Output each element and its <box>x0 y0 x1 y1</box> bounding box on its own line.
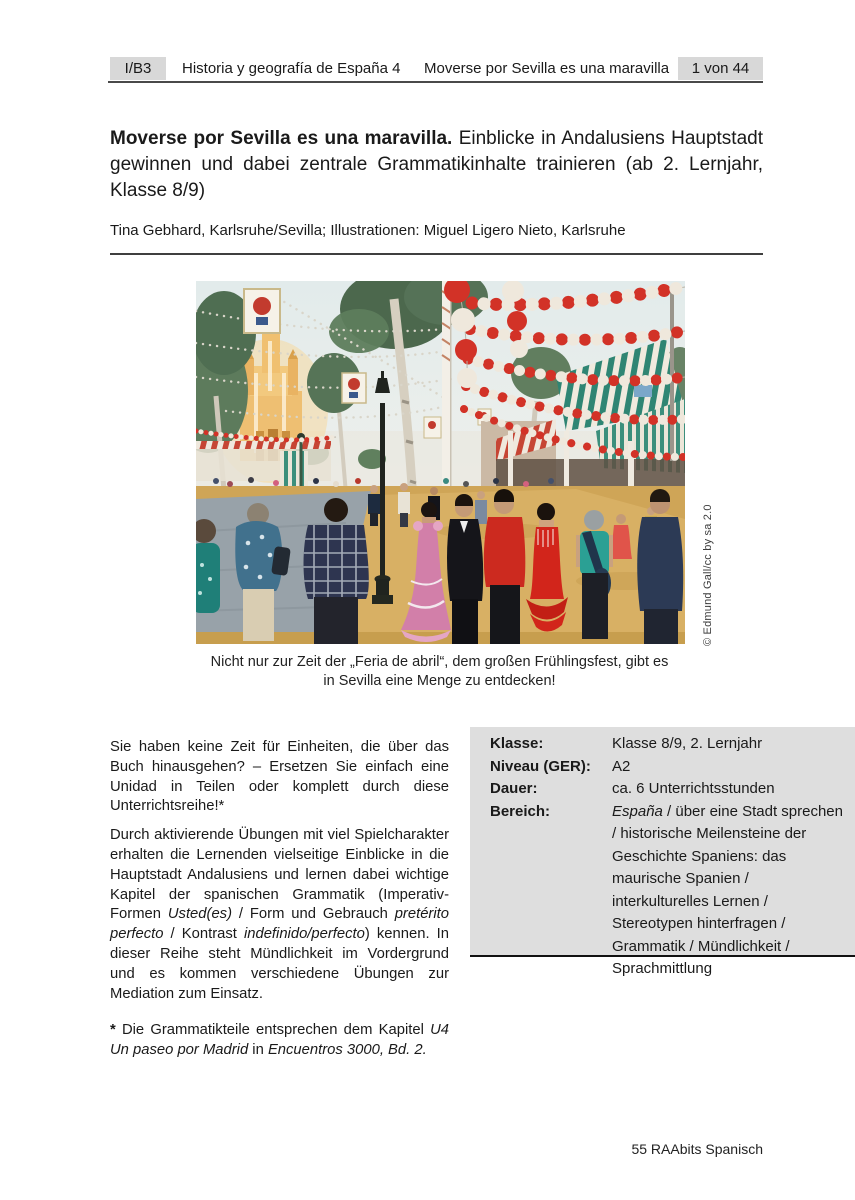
info-row-bereich: Bereich: España / über eine Stadt sprechen / historische Meilensteine der Geschichte Spaniens: das maurische Spanien / interkulturelles Lernen / Stereotypen hinterfragen / Grammatik / Mündlichkeit / Sprachmittlung <box>490 802 843 977</box>
intro-paragraph-2: Durch aktivierende Übungen mit viel Spielcharakter erhalten die Lernenden vielseitige Einblicke in die Hauptstadt Andalusiens und lernen dabei wichtige Kapitel der spanischen Grammatik (Imperativ-Formen Usted(es) / Form und Gebrauch pretérito perfecto / Kontrast indefinido/perfecto) kennen. In dieser Reihe steht Mündlichkeit im Vordergrund und es kommen verschiedene Übungen zur Mediation zum Einsatz. <box>110 827 449 1002</box>
intro-column <box>110 738 449 1070</box>
photo-credit: © Edmund Gall/cc by sa 2.0 <box>702 504 714 646</box>
photo-caption-line2: in Sevilla eine Menge zu entdecken! <box>323 673 556 689</box>
title-lead: Moverse por Sevilla es una maravilla. <box>110 128 453 149</box>
page-footer: 55 RAAbits Spanisch <box>631 1141 763 1157</box>
unit-info-box <box>470 727 855 977</box>
feria-de-abril-photo <box>196 281 685 644</box>
divider-rule <box>110 253 763 255</box>
header-unit-title: Moverse por Sevilla es una maravilla <box>424 60 670 77</box>
info-row-dauer: Dauer: ca. 6 Unterrichtsstunden <box>490 780 775 797</box>
header-code-badge: I/B3 <box>110 57 166 80</box>
footnote: * Die Grammatikteile entsprechen dem Kapitel U4 Un paseo por Madrid in Encuentros 3000, Bd. 2. <box>110 1022 449 1059</box>
info-row-niveau: Niveau (GER): A2 <box>490 757 631 775</box>
page-title <box>110 126 763 204</box>
intro-paragraph-1: Sie haben keine Zeit für Einheiten, die über das Buch hinausgehen? – Ersetzen Sie einfach eine Unidad in Teilen oder komplett durch diese Unterrichtsreihe!* <box>110 739 449 815</box>
title-subtitle: Einblicke in Andalusiens Hauptstadt gewinnen und dabei zentrale Grammatikinhalte trainieren (ab 2. Lernjahr, Klasse 8/9) <box>110 128 763 201</box>
byline: Tina Gebhard, Karlsruhe/Sevilla; Illustrationen: Miguel Ligero Nieto, Karlsruhe <box>110 222 626 239</box>
photo-caption-line1: Nicht nur zur Zeit der „Feria de abril“, dem großen Frühlingsfest, gibt es <box>210 654 669 670</box>
photo-caption <box>150 653 729 691</box>
info-row-klasse: Klasse: Klasse 8/9, 2. Lernjahr <box>490 735 763 752</box>
center-pole <box>442 281 452 493</box>
header-series-title: Historia y geografía de España 4 <box>182 60 401 77</box>
header-page-count: 1 von 44 <box>678 57 763 80</box>
page-header <box>108 57 763 83</box>
